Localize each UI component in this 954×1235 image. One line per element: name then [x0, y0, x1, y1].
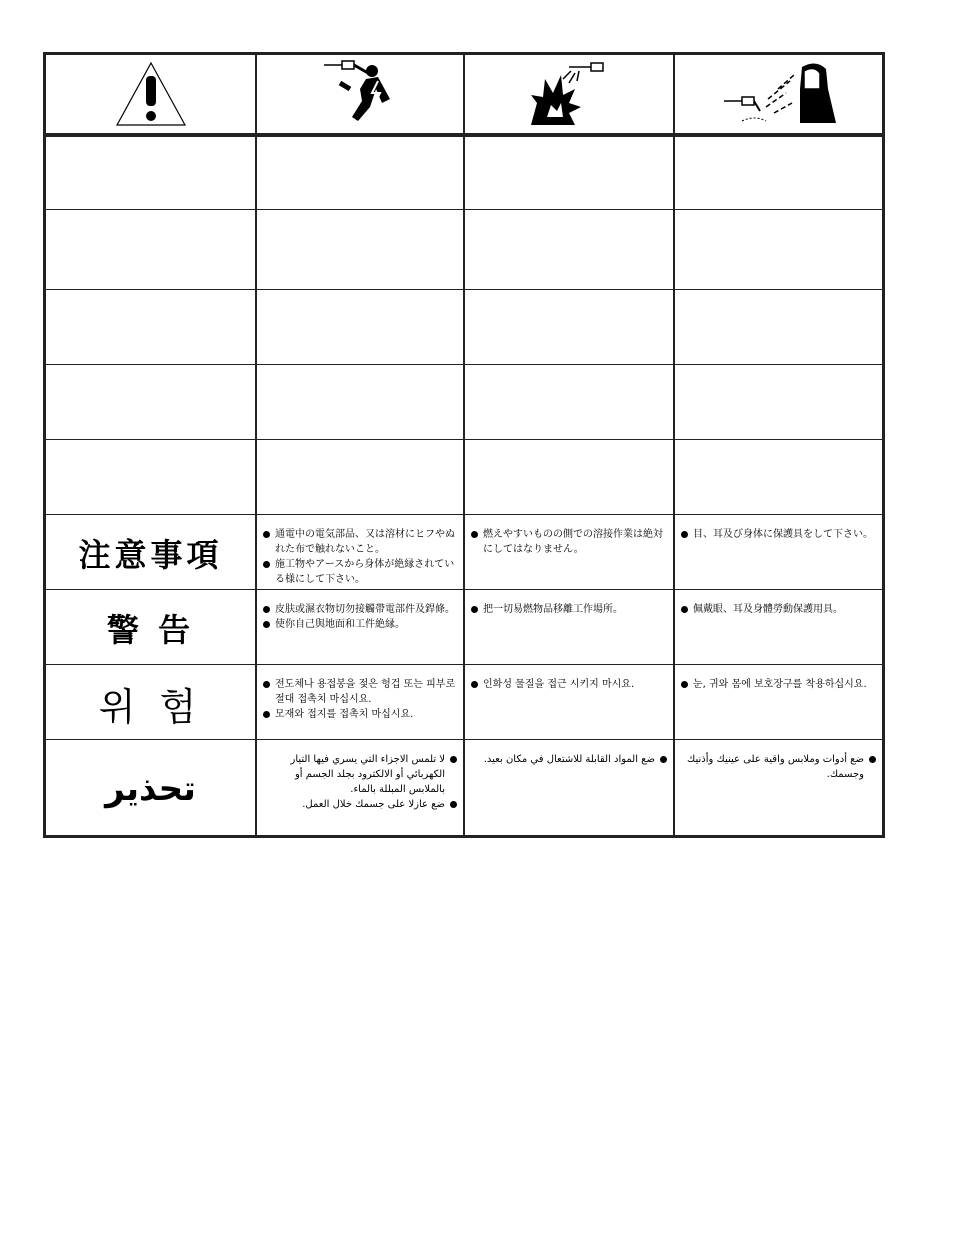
header-divider — [46, 133, 882, 137]
warning-text-shock-korean — [257, 667, 463, 739]
row-divider — [46, 589, 882, 590]
row-divider — [46, 664, 882, 665]
list-item: ضع عازلا على جسمك خلال العمل. — [263, 797, 457, 812]
warning-text-shock-chinese — [257, 592, 463, 664]
row-divider — [46, 739, 882, 740]
list-item: 燃えやすいものの側での溶接作業は絶対にしてはなりません。 — [471, 527, 667, 557]
list-item: 눈, 귀와 몸에 보호장구를 착용하십시요. — [681, 677, 876, 692]
warning-triangle-icon — [46, 55, 255, 133]
warning-text-shock-japanese — [257, 517, 463, 589]
warning-text-shock-arabic — [257, 742, 463, 835]
row-divider — [46, 289, 882, 290]
language-label-korean: 위 험 — [98, 684, 203, 729]
warning-text-fire-korean — [465, 667, 673, 739]
list-item: 施工物やアースから身体が絶縁されている様にして下さい。 — [263, 557, 457, 587]
list-item: 모재와 접지를 접촉치 마십시요. — [263, 707, 457, 722]
list-item: 皮肤或濕衣物切勿接觸帶電部件及銲條。 — [263, 602, 457, 617]
list-item: 使你自己與地面和工件絶縁。 — [263, 617, 457, 632]
row-divider — [46, 439, 882, 440]
list-item: لا تلمس الاجزاء التي يسري فيها التيار الكهربائي أو الالكترود بجلد الجسم أو بالملابس المبللة بالماء. — [263, 752, 457, 797]
language-label-japanese: 注意事項 — [78, 536, 223, 574]
warning-text-protection-japanese — [675, 517, 882, 589]
list-item: 目、耳及び身体に保護具をして下さい。 — [681, 527, 876, 542]
list-item: ضع أدوات وملابس واقية على عينيك وأذنيك وجسمك. — [681, 752, 876, 782]
row-divider — [46, 364, 882, 365]
welding-helmet-sparks-icon — [675, 55, 882, 133]
row-divider — [46, 514, 882, 515]
warning-text-protection-korean — [675, 667, 882, 739]
safety-warning-table — [43, 52, 885, 838]
list-item: ضع المواد القابلة للاشتعال في مكان بعيد. — [471, 752, 667, 767]
language-label-chinese: 警 告 — [106, 611, 195, 649]
list-item: 전도체나 용접봉을 젖은 헝겁 또는 피부로 절대 접촉치 마십시요. — [263, 677, 457, 707]
list-item: 通電中の電気部品、又は溶材にヒフやぬれた布で触れないこと。 — [263, 527, 457, 557]
list-item: 인화성 물질을 접근 시키지 마시요. — [471, 677, 667, 692]
row-divider — [46, 209, 882, 210]
list-item: 佩戴眼、耳及身體勞動保護用具。 — [681, 602, 876, 617]
warning-text-protection-chinese — [675, 592, 882, 664]
explosion-fire-icon — [465, 55, 673, 133]
warning-text-fire-chinese — [465, 592, 673, 664]
language-label-arabic: تحذير — [105, 768, 196, 809]
warning-text-protection-arabic — [675, 742, 882, 835]
warning-text-fire-arabic — [465, 742, 673, 835]
list-item: 把一切易燃物品移離工作場所。 — [471, 602, 667, 617]
electric-shock-icon — [257, 55, 463, 133]
warning-text-fire-japanese — [465, 517, 673, 589]
